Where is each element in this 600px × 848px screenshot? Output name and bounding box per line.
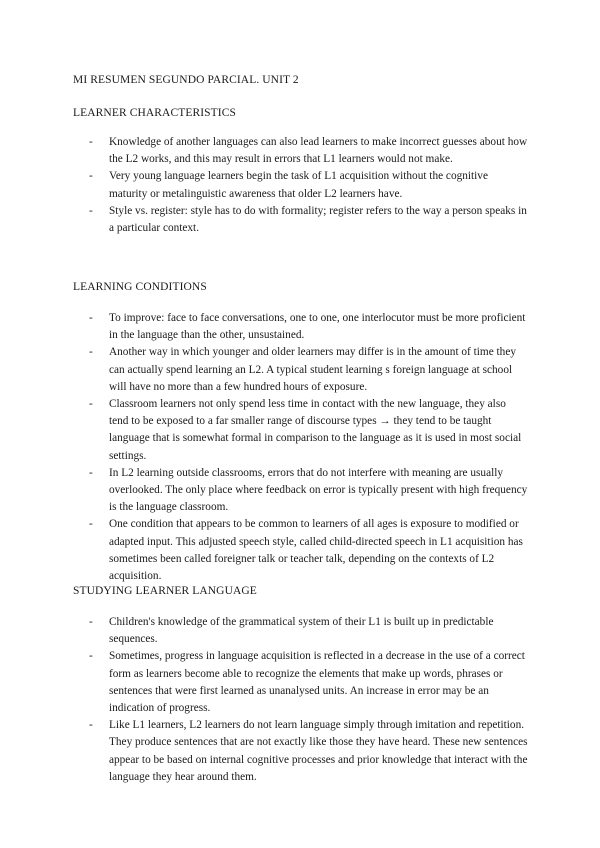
bullet-dash: - xyxy=(89,616,93,628)
list-item xyxy=(0,310,600,344)
document-title: MI RESUMEN SEGUNDO PARCIAL. UNIT 2 xyxy=(73,74,299,86)
bullet-dash: - xyxy=(89,204,93,217)
list-item xyxy=(0,396,600,465)
list-item-text: Classroom learners not only spend less time in contact with the new language, they also tend to be exposed to a far smaller range of discourse types → they tend to be taught language that is somewhat formal in comparison to the language as it is used in most social settings. xyxy=(109,398,522,462)
list-item-text: Knowledge of another languages can also lead learners to make incorrect guesses about how the L2 works, and this may result in errors that L1 learners would not make. xyxy=(109,136,528,166)
bullet-dash: - xyxy=(89,136,93,148)
list-item xyxy=(0,717,600,786)
bullet-list-learner-characteristics xyxy=(0,134,600,237)
bullet-dash: - xyxy=(89,466,93,479)
list-item-text: Another way in which younger and older learners may differ is in the amount of time they can actually spend learning an L2. A typical student learning s foreign language at school will have no more than a few hundred hours of exposure. xyxy=(109,346,516,393)
list-item-text: Like L1 learners, L2 learners do not learn language simply through imitation and repetition. They produce sentences that are not exactly like those they have heard. These new sentences appear to be based on internal cognitive processes and prior knowledge that interact with the language they hear around them. xyxy=(109,719,528,783)
list-item xyxy=(0,465,600,517)
section-heading-learner-characteristics: LEARNER CHARACTERISTICS xyxy=(73,107,236,119)
bullet-dash: - xyxy=(89,312,93,324)
section-heading-learning-conditions: LEARNING CONDITIONS xyxy=(73,281,207,293)
bullet-dash: - xyxy=(89,719,93,732)
bullet-dash: - xyxy=(89,518,93,531)
bullet-dash: - xyxy=(89,650,93,663)
list-item-text: In L2 learning outside classrooms, errors that do not interfere with meaning are usually overlooked. The only place where feedback on error is typically present with high frequency is the language classroom. xyxy=(109,466,528,514)
bullet-dash: - xyxy=(89,398,93,411)
list-item xyxy=(0,344,600,396)
list-item-text: Children's knowledge of the grammatical system of their L1 is built up in predictable sequences. xyxy=(109,616,494,646)
list-item-text: Very young language learners begin the task of L1 acquisition without the cognitive maturity or metalinguistic awareness that older L2 learners have. xyxy=(109,170,488,200)
list-item xyxy=(0,203,600,237)
list-item xyxy=(0,648,600,717)
list-item xyxy=(0,614,600,648)
list-item xyxy=(0,168,600,202)
list-item-text: One condition that appears to be common to learners of all ages is exposure to modified or adapted input. This adjusted speech style, called child-directed speech in L1 acquisition has sometimes been called foreigner talk or teacher talk, depending on the contexts of L2 acquisition. xyxy=(109,518,523,583)
bullet-dash: - xyxy=(89,170,93,183)
list-item xyxy=(0,134,600,168)
section-heading-studying-learner-language: STUDYING LEARNER LANGUAGE xyxy=(73,585,257,597)
bullet-list-studying-learner-language xyxy=(0,614,600,786)
list-item-text: Sometimes, progress in language acquisition is reflected in a decrease in the use of a correct form as learners become able to recognize the elements that make up words, phrases or sentences that were first learned as unanalysed units. An increase in error may be an indication of progress. xyxy=(109,650,525,715)
list-item-text: Style vs. register: style has to do with formality; register refers to the way a person speaks in a particular context. xyxy=(109,204,527,235)
bullet-list-learning-conditions xyxy=(0,310,600,585)
list-item xyxy=(0,516,600,585)
bullet-dash: - xyxy=(89,346,93,359)
list-item-text: To improve: face to face conversations, one to one, one interlocutor must be more proficient in the language than the other, unsustained. xyxy=(109,312,526,342)
